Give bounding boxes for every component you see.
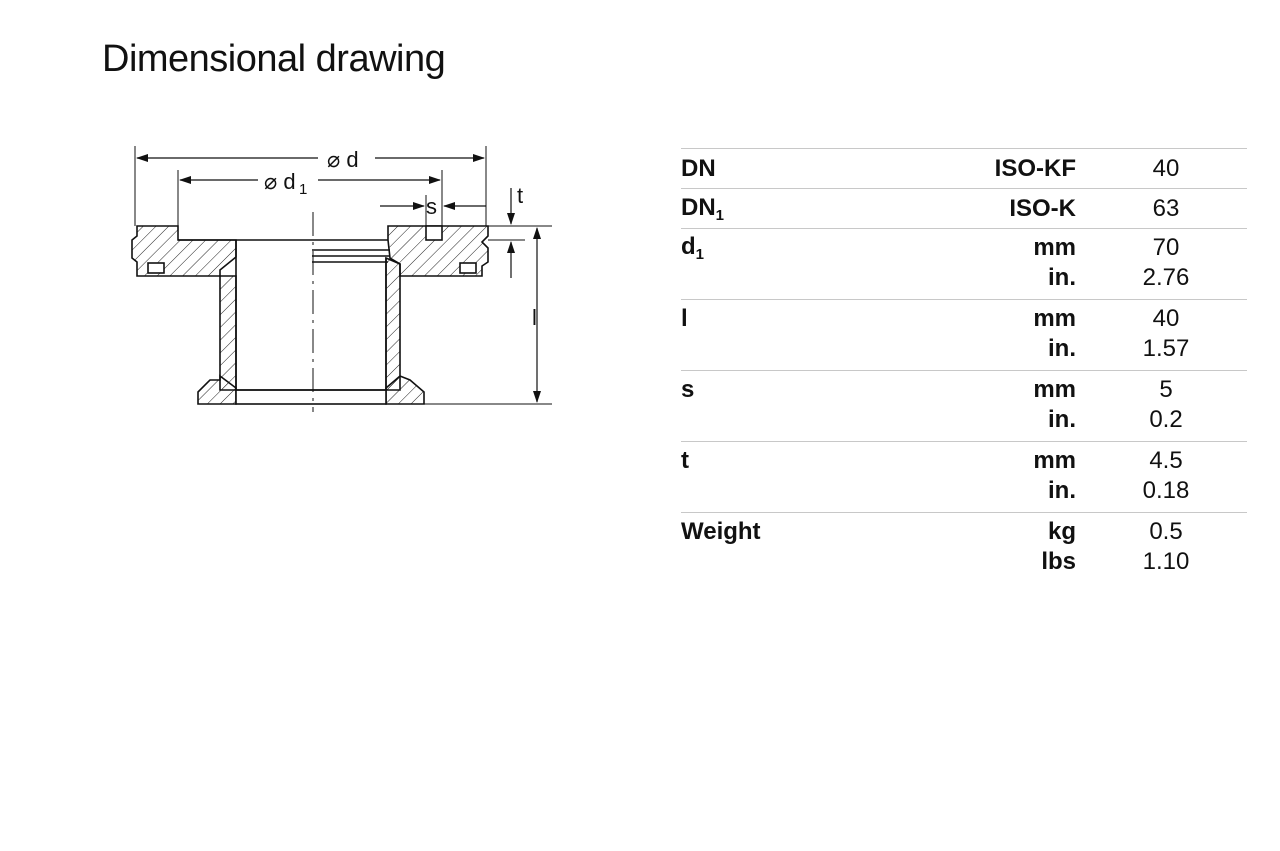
unit: in. (1048, 335, 1076, 362)
unit: ISO-K (1009, 194, 1076, 222)
table-row (681, 370, 1247, 441)
page-title: Dimensional drawing (102, 38, 446, 80)
label-l: l (532, 305, 537, 330)
flange-section (132, 226, 488, 404)
value: 63 (1152, 194, 1180, 222)
value: 4.5 (1149, 447, 1183, 474)
param-name: l (681, 305, 688, 332)
value: 5 (1159, 376, 1173, 403)
label-d1: ⌀ d (264, 169, 296, 194)
value: 70 (1152, 234, 1180, 261)
label-d1-sub: 1 (299, 181, 308, 198)
label-t: t (517, 183, 524, 208)
unit: in. (1048, 477, 1076, 504)
param-name: d (681, 233, 696, 260)
value: 2.76 (1142, 264, 1190, 291)
table-row (681, 188, 1247, 228)
param-name: s (681, 376, 695, 403)
value: 40 (1152, 305, 1180, 332)
unit: mm (1033, 305, 1076, 332)
value: 1.10 (1142, 548, 1190, 575)
unit: in. (1048, 406, 1076, 433)
dimensional-drawing (0, 0, 640, 460)
value: 1.57 (1142, 335, 1190, 362)
table-row (681, 228, 1247, 299)
unit: mm (1033, 234, 1076, 261)
unit: kg (1047, 518, 1076, 545)
unit: ISO-KF (994, 154, 1076, 182)
table-row (681, 512, 1247, 583)
param-name: DN (681, 154, 716, 182)
unit: lbs (1041, 548, 1076, 575)
specification-table (681, 148, 1247, 583)
unit: in. (1048, 264, 1076, 291)
value: 0.18 (1142, 477, 1190, 504)
value: 0.2 (1149, 406, 1183, 433)
param-name: Weight (681, 518, 761, 545)
unit: mm (1033, 376, 1076, 403)
label-d: ⌀ d (327, 147, 359, 172)
value: 0.5 (1149, 518, 1183, 545)
value: 40 (1152, 154, 1180, 182)
label-s: s (426, 194, 437, 219)
param-name: DN (681, 193, 716, 221)
param-subscript: 1 (695, 246, 705, 263)
table-row (681, 441, 1247, 512)
unit: mm (1033, 447, 1076, 474)
table-row (681, 299, 1247, 370)
table-row (681, 148, 1247, 188)
param-name: t (681, 447, 689, 474)
param-subscript: 1 (715, 206, 725, 224)
